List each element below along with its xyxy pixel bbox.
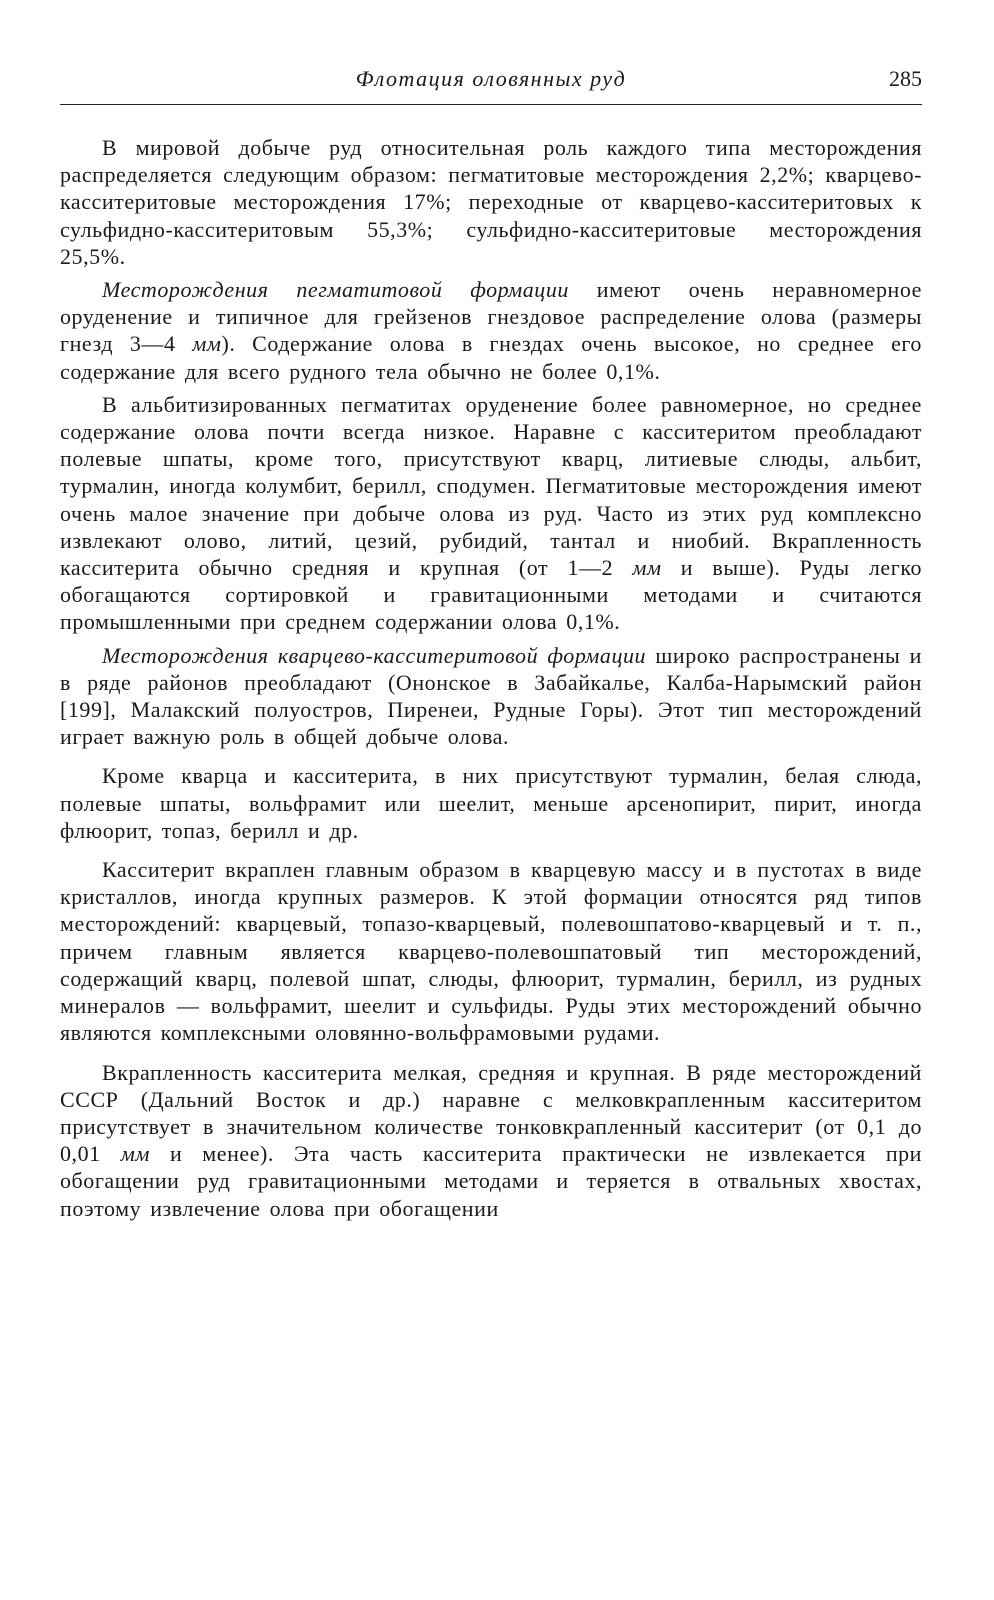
paragraph-text: и выше). Руды легко обогащаются сортировкой и гравитационными методами и считаются промышленными при среднем содержании олова 0,1%. (60, 555, 922, 635)
paragraph-text: имеют очень неравномерное оруденение и типичное для грейзенов гнездовое распределение олова (размеры гнезд 3—4 (60, 277, 922, 357)
section-lead: Месторождения кварцево-касситеритовой формации (102, 642, 647, 668)
paragraph-text: В альбитизированных пегматитах оруденение более равномерное, но среднее содержание олова почти всегда низкое. Наравне с касситеритом преобладают полевые шпаты, кроме того, присутствуют кварц, литиевые слюды, альбит, турмалин, иногда колумбит, берилл, сподумен. Пегматитовые месторождения имеют очень малое значение при добыче олова из руд. Часто из этих руд комплексно извлекают олово, литий, цезий, рубидий, тантал и ниобий. Вкрапленность касситерита обычно средняя и крупная (от 1—2 (60, 391, 922, 581)
paragraph-text: широко распространены и в ряде районов преобладают (Ононское в Забайкалье, Калба-Нарымский район [199], Малакский полуостров, Пиренеи, Рудные Горы). Этот тип месторождений играет важную роль в общей добыче олова. (60, 642, 922, 750)
paragraph-pegmatite-formation (60, 276, 922, 385)
paragraph-text: ). Содержание олова в гнездах очень высокое, но среднее его содержание для всего рудного тела обычно не более 0,1%. (60, 331, 922, 384)
running-title: Флотация оловянных руд (355, 66, 627, 91)
body-text (60, 134, 922, 1222)
paragraph-albitized-pegmatites (60, 391, 922, 636)
paragraph-text: Касситерит вкраплен главным образом в кварцевую массу и в пустотах в виде кристаллов, иногда крупных размеров. К этой формации относятся ряд типов месторождений: кварцевый, топазо-кварцевый, полевошпатово-кварцевый и т. п., причем главным является кварцево-полевошпатовый тип месторождений, содержащий кварц, полевой шпат, слюды, флюорит, турмалин, берилл, из рудных минералов — вольфрамит, шеелит и сульфиды. Руды этих месторождений обычно являются комплексными оловянно-вольфрамовыми рудами. (60, 857, 922, 1046)
unit-mm: мм (120, 1141, 150, 1167)
paragraph-text: В мировой добыче руд относительная роль каждого типа месторождения распределяется следующим образом: пегматитовые месторождения 2,2%; кварцево-касситеритовые месторождения 17%; переходные от кварцево-касситеритовых к сульфидно-касситеритовым 55,3%; сульфидно-касситеритовые месторождения 25,5%. (60, 135, 922, 269)
paragraph-text: Кроме кварца и касситерита, в них присутствуют турмалин, белая слюда, полевые шпаты, вольфрамит или шеелит, меньше арсенопирит, пирит, иногда флюорит, топаз, берилл и др. (60, 763, 922, 843)
paragraph-cassiterite-disseminated (60, 856, 922, 1046)
page-header (60, 64, 922, 105)
paragraph-text: Вкрапленность касситерита мелкая, средняя и крупная. В ряде месторождений СССР (Дальний Восток и др.) наравне с мелковкрапленным касситеритом присутствует в значительном количестве тонковкрапленный касситерит (от 0,1 до 0,01 (60, 1059, 922, 1167)
paragraph-text: и менее). Эта часть касситерита практически не извлекается при обогащении руд гравитационными методами и теряется в отвальных хвостах, поэтому извлечение олова при обогащении (60, 1141, 923, 1221)
paragraph-world-production (60, 134, 922, 270)
paragraph-minerals (60, 762, 922, 844)
paragraph-quartz-cassiterite-formation (60, 642, 922, 751)
unit-mm: мм (632, 555, 662, 581)
section-lead: Месторождения пегматитовой формации (102, 277, 569, 303)
unit-mm: мм (192, 331, 222, 357)
page-number: 285 (889, 66, 922, 91)
paragraph-dissemination-size (60, 1059, 922, 1222)
